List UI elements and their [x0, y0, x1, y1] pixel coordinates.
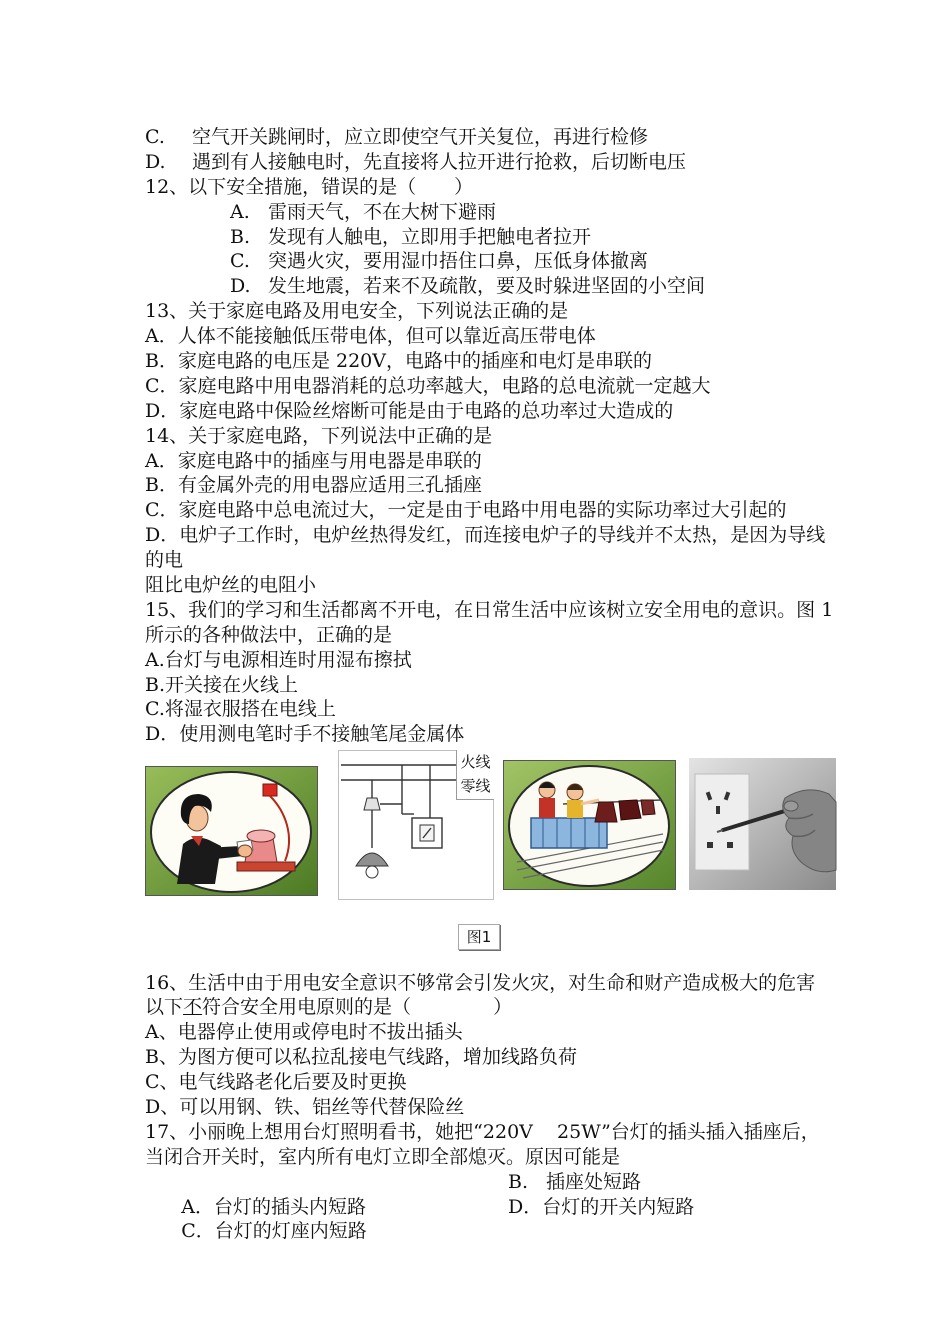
q16-stem-line-1: 16、生活中由于用电安全意识不够常会引发火灾，对生命和财产造成极大的危害	[145, 971, 816, 994]
q14-option-a: A．家庭电路中的插座与用电器是串联的	[145, 449, 482, 472]
option-text: 空气开关跳闸时，应立即使空气开关复位，再进行检修	[192, 126, 649, 148]
q16-option-d: D、可以用钢、铁、铝丝等代替保险丝	[145, 1095, 465, 1118]
option-label: A.	[230, 200, 250, 223]
q14-stem: 14、关于家庭电路，下列说法中正确的是	[145, 424, 493, 447]
test-pen-photo-illustration	[689, 758, 836, 890]
q17-option-c	[181, 1220, 367, 1242]
q12-stem: 12、以下安全措施，错误的是（ ）	[145, 175, 474, 198]
q17-option-b	[508, 1170, 641, 1195]
option-text: 台灯的插头内短路	[213, 1195, 366, 1218]
option-label: D.	[230, 275, 251, 298]
option-label: B.	[230, 225, 251, 248]
q13-stem: 13、关于家庭电路及用电安全，下列说法正确的是	[145, 300, 569, 323]
wiping-lamp-illustration	[145, 766, 318, 896]
q13-option-b: B．家庭电路的电压是 220V，电路中的插座和电灯是串联的	[145, 350, 652, 373]
figure-test-pen-at-socket	[689, 758, 836, 890]
neutral-wire-label: 零线	[460, 777, 491, 795]
q12-option-c	[145, 249, 935, 274]
q12-option-d	[145, 274, 935, 299]
option-text: 台灯的灯座内短路	[214, 1220, 367, 1243]
q16-option-a: A、电器停止使用或停电时不拔出插头	[145, 1021, 463, 1044]
q15-option-d: D．使用测电笔时手不接触笔尾金属体	[145, 723, 465, 746]
option-text: 遇到有人接触电时，先直接将人拉开进行抢救，后切断电压	[192, 150, 687, 173]
option-text: 发现有人触电，立即用手把触电者拉开	[268, 225, 592, 248]
q15-option-c: C.将湿衣服搭在电线上	[145, 698, 336, 721]
q13-option-d: D．家庭电路中保险丝熔断可能是由于电路的总功率过大造成的	[145, 399, 674, 422]
option-label: B.	[508, 1170, 529, 1193]
figure-caption: 图1	[458, 924, 500, 950]
q16-stem-line-2	[145, 995, 935, 1020]
figure-switch-circuit-diagram	[338, 750, 494, 900]
option-label: A．	[181, 1195, 214, 1218]
q12-option-b	[145, 225, 935, 250]
q15-option-a: A.台灯与电源相连时用湿布擦拭	[145, 648, 412, 671]
wire-labels-box	[456, 750, 494, 800]
option-text: 雷雨天气，不在大树下避雨	[268, 200, 497, 223]
q17-stem-line-2: 当闭合开关时，室内所有电灯立即全部熄灭。原因可能是	[145, 1145, 621, 1168]
q11-option-d	[145, 150, 935, 175]
option-label: D.	[145, 150, 166, 173]
option-label: D．	[508, 1195, 543, 1218]
option-text: 发生地震，若来不及疏散，要及时躲进坚固的小空间	[268, 275, 706, 298]
q14-option-d-continued-1: 的电	[145, 549, 184, 572]
q15-stem-line-2: 所示的各种做法中，正确的是	[145, 623, 393, 646]
option-text: 突遇火灾，要用湿巾捂住口鼻，压低身体撤离	[268, 250, 649, 273]
q12-option-a	[145, 200, 935, 225]
questions-11-to-15	[145, 125, 935, 747]
q16-option-b: B、为图方便可以私拉乱接电气线路，增加线路负荷	[145, 1046, 577, 1069]
option-label: C．	[181, 1220, 215, 1243]
q11-option-c	[145, 125, 935, 150]
q15-option-b: B.开关接在火线上	[145, 673, 299, 696]
q16-stem-prefix: 以下	[145, 996, 184, 1019]
q16-stem-suffix: 符合安全用电原则的是（ ）	[202, 996, 513, 1019]
q16-stem-emphasis: 不	[183, 996, 203, 1019]
q17-options-row-2	[145, 1195, 935, 1243]
q16-option-c: C、电气线路老化后要及时更换	[145, 1071, 407, 1094]
live-wire-label: 火线	[460, 753, 491, 771]
wet-clothes-illustration	[503, 760, 676, 890]
q13-option-c: C．家庭电路中用电器消耗的总功率越大，电路的总电流就一定越大	[145, 374, 711, 397]
figure-wet-clothes-on-wire	[503, 760, 676, 890]
q17-stem-line-1: 17、小丽晚上想用台灯照明看书，她把“220V 25W”台灯的插头插入插座后，	[145, 1120, 820, 1143]
questions-16-to-17	[145, 971, 935, 1243]
figure-wiping-lamp-with-wet-cloth	[145, 766, 318, 896]
q17-option-d	[508, 1195, 694, 1220]
q15-stem-line-1: 15、我们的学习和生活都离不开电，在日常生活中应该树立安全用电的意识。图 1	[145, 598, 834, 621]
option-text: 插座处短路	[546, 1170, 642, 1193]
option-label: C.	[145, 126, 165, 148]
option-text: 台灯的开关内短路	[542, 1195, 695, 1218]
q14-option-c: C．家庭电路中总电流过大，一定是由于电路中用电器的实际功率过大引起的	[145, 499, 787, 522]
q14-option-d-continued-2: 阻比电炉丝的电阻小	[145, 574, 317, 597]
q14-option-d: D．电炉子工作时，电炉丝热得发红，而连接电炉子的导线并不太热，是因为导线	[145, 524, 826, 547]
q13-option-a: A．人体不能接触低压带电体，但可以靠近高压带电体	[145, 325, 596, 348]
q14-option-b: B．有金属外壳的用电器应适用三孔插座	[145, 474, 482, 497]
option-label: C.	[230, 250, 250, 273]
